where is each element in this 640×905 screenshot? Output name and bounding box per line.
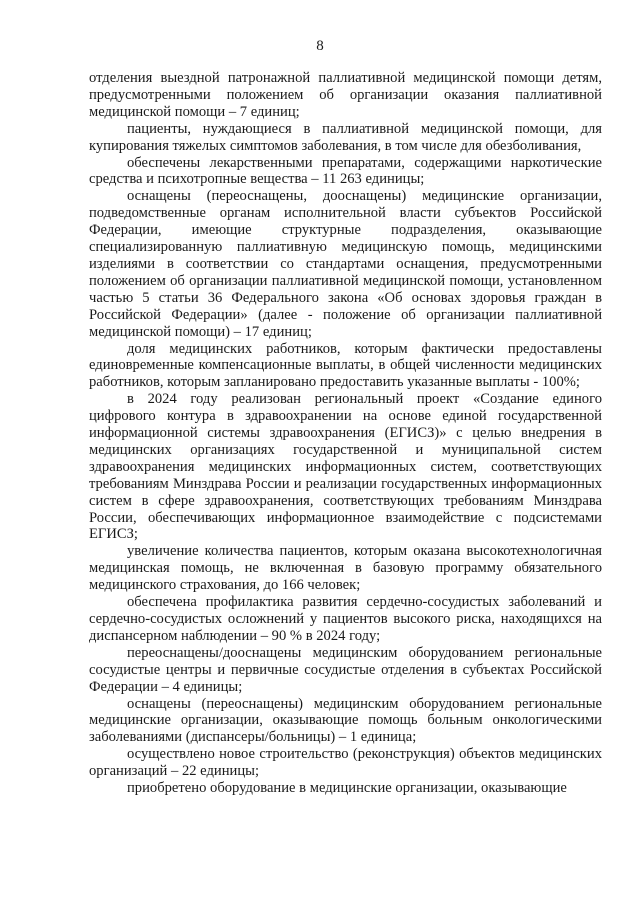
paragraph: доля медицинских работников, которым фактически предоставлены единовременные компенсационные выплаты, в общей численности медицинских работников, которым запланировано предоставить указанные выплаты - 100%; bbox=[89, 340, 602, 391]
paragraph: оснащены (переоснащены, дооснащены) медицинские организации, подведомственные органам исполнительной власти субъектов Российской Федерации, имеющие структурные подразделения, оказывающие специализированную паллиативную медицинскую помощь, медицинскими изделиями в соответствии со стандартами оснащения, предусмотренными положением об организации паллиативной медицинской помощи, установленном частью 5 статьи 36 Федерального закона «Об основах здоровья граждан в Российской Федерации» (далее - положение об организации паллиативной медицинской помощи) – 17 единиц; bbox=[89, 188, 602, 340]
paragraph: пациенты, нуждающиеся в паллиативной медицинской помощи, для купирования тяжелых симптомов заболевания, в том числе для обезболивания, bbox=[89, 120, 602, 154]
paragraph: оснащены (переоснащены) медицинским оборудованием региональные медицинские организации, оказывающие помощь больным онкологическими заболеваниями (диспансеры/больницы) – 1 единица; bbox=[89, 695, 602, 746]
paragraph: переоснащены/дооснащены медицинским оборудованием региональные сосудистые центры и первичные сосудистые отделения в субъектах Российской Федерации – 4 единицы; bbox=[89, 644, 602, 695]
paragraph: увеличение количества пациентов, которым оказана высокотехнологичная медицинская помощь, не включенная в базовую программу обязательного медицинского страхования, до 166 человек; bbox=[89, 543, 602, 594]
paragraph: обеспечена профилактика развития сердечно-сосудистых заболеваний и сердечно-сосудистых осложнений у пациентов высокого риска, находящихся на диспансерном наблюдении – 90 % в 2024 году; bbox=[89, 594, 602, 644]
page-number: 8 bbox=[316, 38, 324, 54]
document-body bbox=[89, 70, 602, 797]
paragraph: осуществлено новое строительство (реконструкция) объектов медицинских организаций – 22 единицы; bbox=[89, 746, 602, 780]
paragraph: приобретено оборудование в медицинские организации, оказывающие bbox=[127, 780, 567, 797]
paragraph: в 2024 году реализован региональный проект «Создание единого цифрового контура в здравоохранении на основе единой государственной информационной системы здравоохранения (ЕГИСЗ)» с целью внедрения в медицинских организациях государственной и муниципальной систем здравоохранения медицинских информационных систем, соответствующих требованиям Минздрава России и реализации государственных информационных систем в сфере здравоохранения, соответствующих требованиям Минздрава России, обеспечивающих информационное взаимодействие с подсистемами ЕГИСЗ; bbox=[89, 391, 602, 543]
paragraph: обеспечены лекарственными препаратами, содержащими наркотические средства и психотропные вещества – 11 263 единицы; bbox=[89, 154, 602, 188]
paragraph-continuation: отделения выездной патронажной паллиативной медицинской помощи детям, предусмотренными положением об организации оказания паллиативной медицинской помощи – 7 единиц; bbox=[89, 70, 602, 120]
